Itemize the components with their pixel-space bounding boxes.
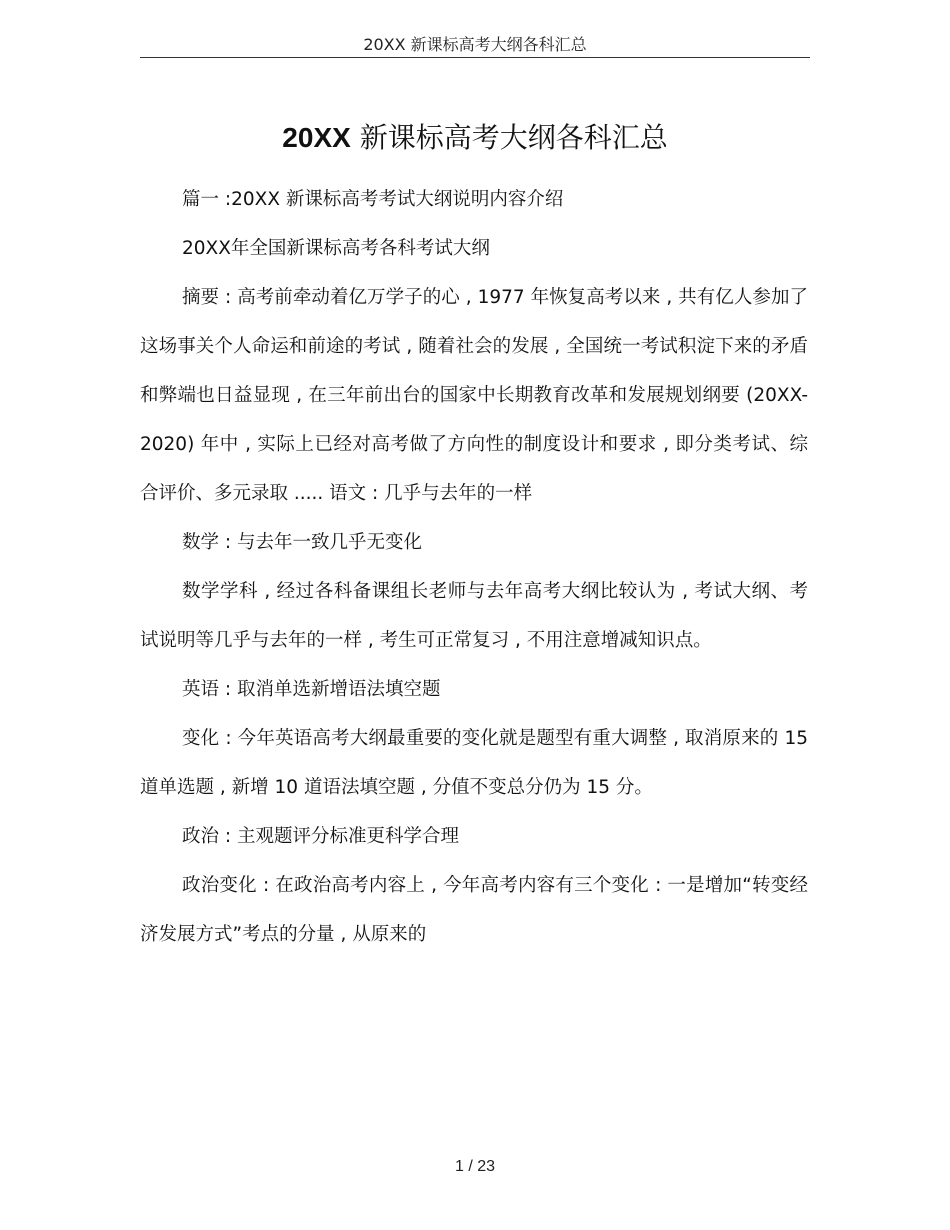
document-body xyxy=(140,175,808,959)
document-title xyxy=(140,118,810,158)
paragraph-math-detail: 数学学科 , 经过各科备课组长老师与去年高考大纲比较认为 , 考试大纲、考试说明等几乎与去年的一样 , 考生可正常复习 , 不用注意增减知识点。 xyxy=(140,581,808,651)
document-title-number: 20XX xyxy=(282,122,351,153)
document-title-text: 新课标高考大纲各科汇总 xyxy=(350,121,668,154)
paragraph-abstract: 摘要 : 高考前牵动着亿万学子的心 , 1977 年恢复高考以来 , 共有亿人参加了这场事关个人命运和前途的考试 , 随着社会的发展 , 全国统一考试积淀下来的矛盾和弊端也日益显现 , 在三年前出台的国家中长期教育改革和发展规划纲要 (20XX-2020) 年中 , 实际上已经对高考做了方向性的制度设计和要求 , 即分类考试、综合评价、多元录取 ..... 语文 : 几乎与去年的一样 xyxy=(140,287,808,504)
paragraph-politics-heading: 政治 : 主观题评分标准更科学合理 xyxy=(182,826,459,847)
paragraph-subtitle: 20XX年全国新课标高考各科考试大纲 xyxy=(182,238,490,259)
running-header: 20XX 新课标高考大纲各科汇总 xyxy=(363,35,587,54)
paragraph-section-heading: 篇一 :20XX 新课标高考考试大纲说明内容介绍 xyxy=(182,189,564,210)
paragraph-english-detail: 变化 : 今年英语高考大纲最重要的变化就是题型有重大调整 , 取消原来的 15 道单选题 , 新增 10 道语法填空题 , 分值不变总分仍为 15 分。 xyxy=(140,728,808,798)
paragraph-politics-detail: 政治变化 : 在政治高考内容上 , 今年高考内容有三个变化 : 一是增加“转变经济发展方式”考点的分量 , 从原来的 xyxy=(140,875,808,945)
page-number: 1 / 23 xyxy=(454,1158,496,1175)
paragraph-math-heading: 数学 : 与去年一致几乎无变化 xyxy=(182,532,422,553)
header-divider xyxy=(140,57,810,58)
paragraph-english-heading: 英语 : 取消单选新增语法填空题 xyxy=(182,679,441,700)
